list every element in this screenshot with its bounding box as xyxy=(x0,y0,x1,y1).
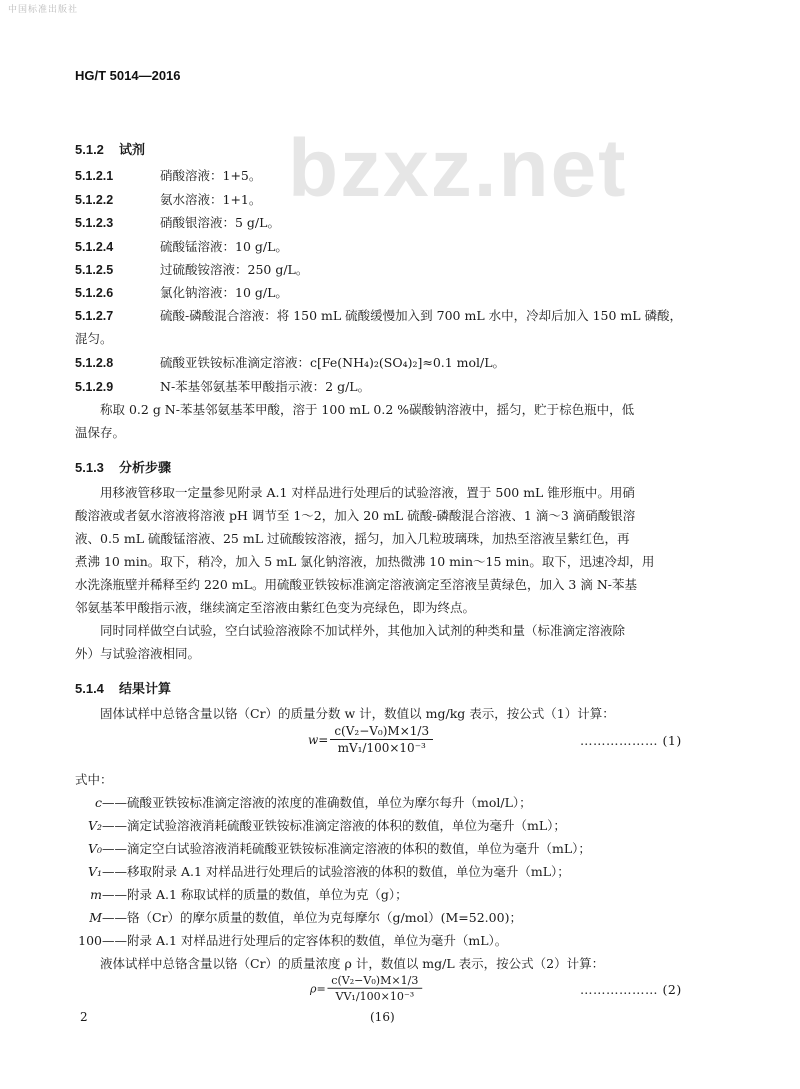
procedure-line: 水洗涤瓶壁并稀释至约 220 mL。用硫酸亚铁铵标准滴定溶液滴定至溶液呈黄绿色，加入 3 滴 N-苯基 xyxy=(75,577,637,592)
procedure-line: 酸溶液或者氨水溶液将溶液 pH 调节至 1～2，加入 20 mL 硫酸-磷酸混合溶液、1 滴～3 滴硝酸银溶 xyxy=(75,508,636,523)
liquid-intro: 液体试样中总铬含量以铬（Cr）的质量浓度 ρ 计，数值以 mg/L 表示，按公式（2）计算： xyxy=(100,956,605,971)
top-watermark: 中国标准出版社 xyxy=(8,5,79,15)
reagent-item xyxy=(75,377,370,395)
formula-fraction xyxy=(328,974,423,1003)
definition-row xyxy=(60,816,566,834)
definition-symbol: V₂ xyxy=(87,818,102,833)
definition-symbol: M xyxy=(89,910,102,925)
definition-text: ——附录 A.1 称取试样的质量的数值，单位为克（g）； xyxy=(102,887,408,902)
definition-text: ——移取附录 A.1 对样品进行处理后的试验溶液的体积的数值，单位为毫升（mL）； xyxy=(102,864,570,879)
equation-number-2 xyxy=(580,982,682,997)
section-number: 5.1.2 xyxy=(75,142,104,157)
reagent-item xyxy=(75,283,288,301)
definition-symbol: V₁ xyxy=(87,864,102,879)
procedure-line: 邻氨基苯甲酸指示液，继续滴定至溶液由紫红色变为亮绿色，即为终点。 xyxy=(75,600,476,615)
formula-lhs: w= xyxy=(308,732,329,747)
item-text: 硝酸银溶液：5 g/L。 xyxy=(160,215,280,230)
item-text: 混匀。 xyxy=(75,331,113,346)
formula-1 xyxy=(308,724,433,755)
formula-numerator: c(V₂−V₀)M×1/3 xyxy=(328,974,423,989)
formula-denominator: mV₁/100×10⁻³ xyxy=(337,741,426,755)
item-number: 5.1.2.5 xyxy=(75,263,114,277)
reagent-item xyxy=(75,306,682,324)
section-title: 试剂 xyxy=(119,142,146,157)
definition-text: ——附录 A.1 对样品进行处理后的定容体积的数值，单位为毫升（mL）。 xyxy=(102,933,508,948)
definition-symbol: c xyxy=(94,795,102,810)
section-heading-procedure xyxy=(75,457,171,476)
formula-lhs: ρ= xyxy=(310,981,326,995)
item-text: 硝酸溶液：1+5。 xyxy=(160,168,262,183)
reagent-item xyxy=(75,213,280,231)
definition-text: ——滴定试验溶液消耗硫酸亚铁铵标准滴定溶液的体积的数值，单位为毫升（mL）； xyxy=(102,818,566,833)
standard-number: HG/T 5014—2016 xyxy=(75,68,181,83)
section-heading-reagents xyxy=(75,139,145,158)
reagent-item-continued xyxy=(75,329,113,347)
procedure-line: 液、0.5 mL 硫酸锰溶液、25 mL 过硫酸铵溶液，摇匀，加入几粒玻璃珠，加热至溶液呈紫红色，再 xyxy=(75,531,630,546)
definition-row xyxy=(60,839,591,857)
formula-numerator: c(V₂−V₀)M×1/3 xyxy=(330,724,433,740)
definition-symbol: V₀ xyxy=(87,841,102,856)
item-text: 氯化钠溶液：10 g/L。 xyxy=(160,285,288,300)
definition-row xyxy=(60,885,408,903)
item-text: 氨水溶液：1+1。 xyxy=(160,192,262,207)
procedure-line: 用移液管移取一定量参见附录 A.1 对样品进行处理后的试验溶液，置于 500 mL 锥形瓶中。用硝 xyxy=(100,485,635,500)
formula-denominator: VV₁/100×10⁻³ xyxy=(335,989,415,1003)
leader-dots: ……………… xyxy=(580,733,658,748)
page-center-number: (16) xyxy=(370,1010,395,1024)
leader-dots: ……………… xyxy=(580,982,658,997)
section-number: 5.1.4 xyxy=(75,681,104,696)
definition-text: ——硫酸亚铁铵标准滴定溶液的浓度的准确数值，单位为摩尔每升（mol/L）； xyxy=(102,795,532,810)
reagent-item xyxy=(75,260,308,278)
definition-row xyxy=(60,862,570,880)
reagent-item xyxy=(75,353,505,371)
reagent-item xyxy=(75,190,261,208)
item-text: 硫酸锰溶液：10 g/L。 xyxy=(160,239,288,254)
equation-label: (2) xyxy=(662,982,682,997)
section-heading-result xyxy=(75,678,171,697)
item-number: 5.1.2.2 xyxy=(75,193,114,207)
definition-symbol: 100 xyxy=(78,933,102,948)
item-text: 硫酸亚铁铵标准滴定溶液：c[Fe(NH₄)₂(SO₄)₂]≈0.1 mol/L。 xyxy=(160,355,506,370)
definition-row xyxy=(60,931,507,949)
item-number: 5.1.2.4 xyxy=(75,240,114,254)
equation-label: (1) xyxy=(662,733,682,748)
item-number: 5.1.2.1 xyxy=(75,169,114,183)
definition-row xyxy=(60,908,522,926)
procedure-line: 同时同样做空白试验，空白试验溶液除不加试样外，其他加入试剂的种类和量（标准滴定溶液除 xyxy=(100,623,626,638)
watermark: bzxz.net xyxy=(288,123,628,214)
definition-text: ——滴定空白试验溶液消耗硫酸亚铁铵标准滴定溶液的体积的数值，单位为毫升（mL）； xyxy=(102,841,591,856)
item-text: 过硫酸铵溶液：250 g/L。 xyxy=(160,262,309,277)
formula-fraction xyxy=(330,724,433,755)
item-number: 5.1.2.7 xyxy=(75,309,114,323)
section-number: 5.1.3 xyxy=(75,460,104,475)
definition-text: ——铬（Cr）的摩尔质量的数值，单位为克每摩尔（g/mol）(M=52.00)； xyxy=(102,910,522,925)
section-title: 分析步骤 xyxy=(119,460,172,475)
item-number: 5.1.2.6 xyxy=(75,286,114,300)
indicator-description-continued: 温保存。 xyxy=(75,425,126,440)
definition-row xyxy=(60,793,532,811)
item-number: 5.1.2.9 xyxy=(75,380,114,394)
definition-symbol: m xyxy=(90,887,102,902)
section-title: 结果计算 xyxy=(119,681,172,696)
item-text: N-苯基邻氨基苯甲酸指示液：2 g/L。 xyxy=(160,379,371,394)
where-label: 式中： xyxy=(75,772,113,787)
page-number: 2 xyxy=(80,1010,88,1024)
indicator-description: 称取 0.2 g N-苯基邻氨基苯甲酸，溶于 100 mL 0.2 %碳酸钠溶液中，摇匀，贮于棕色瓶中，低 xyxy=(100,402,635,417)
item-text: 硫酸-磷酸混合溶液：将 150 mL 硫酸缓慢加入到 700 mL 水中，冷却后加入 150 mL 磷酸， xyxy=(160,308,683,323)
item-number: 5.1.2.8 xyxy=(75,356,114,370)
procedure-line: 外）与试验溶液相同。 xyxy=(75,646,201,661)
equation-number-1 xyxy=(580,733,682,748)
formula-2 xyxy=(310,974,422,1003)
solid-intro: 固体试样中总铬含量以铬（Cr）的质量分数 w 计，数值以 mg/kg 表示，按公式（1）计算： xyxy=(100,706,615,721)
reagent-item xyxy=(75,237,288,255)
reagent-item xyxy=(75,166,261,184)
procedure-line: 煮沸 10 min。取下，稍冷，加入 5 mL 氯化钠溶液，加热微沸 10 min～15 min。取下，迅速冷却，用 xyxy=(75,554,655,569)
item-number: 5.1.2.3 xyxy=(75,216,114,230)
